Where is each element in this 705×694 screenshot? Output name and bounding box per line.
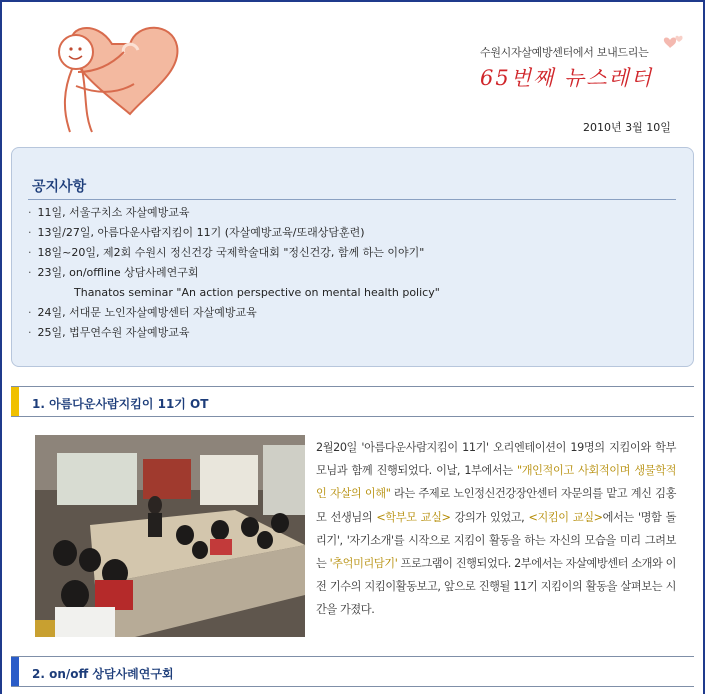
notice-divider [28, 199, 676, 200]
bullet-icon: · [28, 326, 32, 339]
notice-title: 공지사항 [32, 179, 87, 195]
section-title: 2. on/off 상담사례연구회 [32, 667, 174, 681]
ot-photo [35, 435, 305, 637]
small-hearts-icon [662, 34, 686, 54]
notice-box [11, 147, 694, 367]
ot-article: 2월20일 '아름다운사람지킴이 11기' 오리엔테이션이 19명의 지킴이와 학부모님과 함께 진행되었다. 이날, 1부에서는 "개인적이고 사회적이며 생물학적인 자살의 이해" 라는 주제로 노인정신건강장안센터 자문의를 맡고 계신 김홍모 선생님의 <학부모 교실> 강의가 있었고, <지킴이 교실>에서는 '명함 돌리기', '자기소개'를 시작으로 지킴이 활동을 하는 자신의 모습을 미리 그려보는 '추억미리담기' 프로그램이 진행되었다. 2부에서는 자살예방센터 소개와 이전 기수의 지킴이활동보고, 앞으로 진행될 11기 지킴이의 활동을 살펴보는 시간을 가졌다. [316, 441, 677, 617]
bullet-icon: · [28, 226, 32, 239]
notice-item: · 13일/27일, 아름다운사람지킴이 11기 (자살예방교육/또래상담훈련) [28, 226, 365, 239]
section-marker [11, 387, 19, 416]
bullet-icon: · [28, 306, 32, 319]
issue-title: 65번째 뉴스레터 [480, 66, 654, 90]
section-header-ot [11, 386, 694, 417]
notice-item: · 18일~20일, 제2회 수원시 정신건강 국제학술대회 "정신건강, 함께 하는 이야기" [28, 246, 425, 259]
notice-item: · 23일, on/offline 상담사례연구회 [28, 266, 199, 279]
section-marker [11, 657, 19, 686]
classroom-photo-illustration [35, 435, 305, 637]
person-holding-heart-icon [42, 14, 192, 134]
newsletter-subtitle: 수원시자살예방센터에서 보내드리는 [480, 46, 649, 59]
section-header-case-study [11, 656, 694, 687]
bullet-icon: · [28, 206, 32, 219]
notice-item: · 25일, 법무연수원 자살예방교육 [28, 326, 190, 339]
highlight-lecture-topic: "개인적이고 사회적이며 생물학적인 자살의 이해" [316, 464, 677, 501]
section-title: 1. 아름다운사람지킴이 11기 OT [32, 397, 209, 411]
notice-subitem: Thanatos seminar "An action perspective on mental health policy" [74, 286, 440, 299]
newsletter-header [2, 2, 703, 142]
highlight-memory-program: '추억미리담기' [329, 557, 398, 571]
bullet-icon: · [28, 246, 32, 259]
issue-date: 2010년 3월 10일 [583, 121, 671, 134]
notice-item: · 24일, 서대문 노인자살예방센터 자살예방교육 [28, 306, 257, 319]
highlight-parent-class: <학부모 교실> [376, 510, 451, 524]
notice-list [28, 203, 678, 343]
bullet-icon: · [28, 266, 32, 279]
highlight-guardian-class: <지킴이 교실> [528, 510, 603, 524]
notice-item: · 11일, 서울구치소 자살예방교육 [28, 206, 190, 219]
